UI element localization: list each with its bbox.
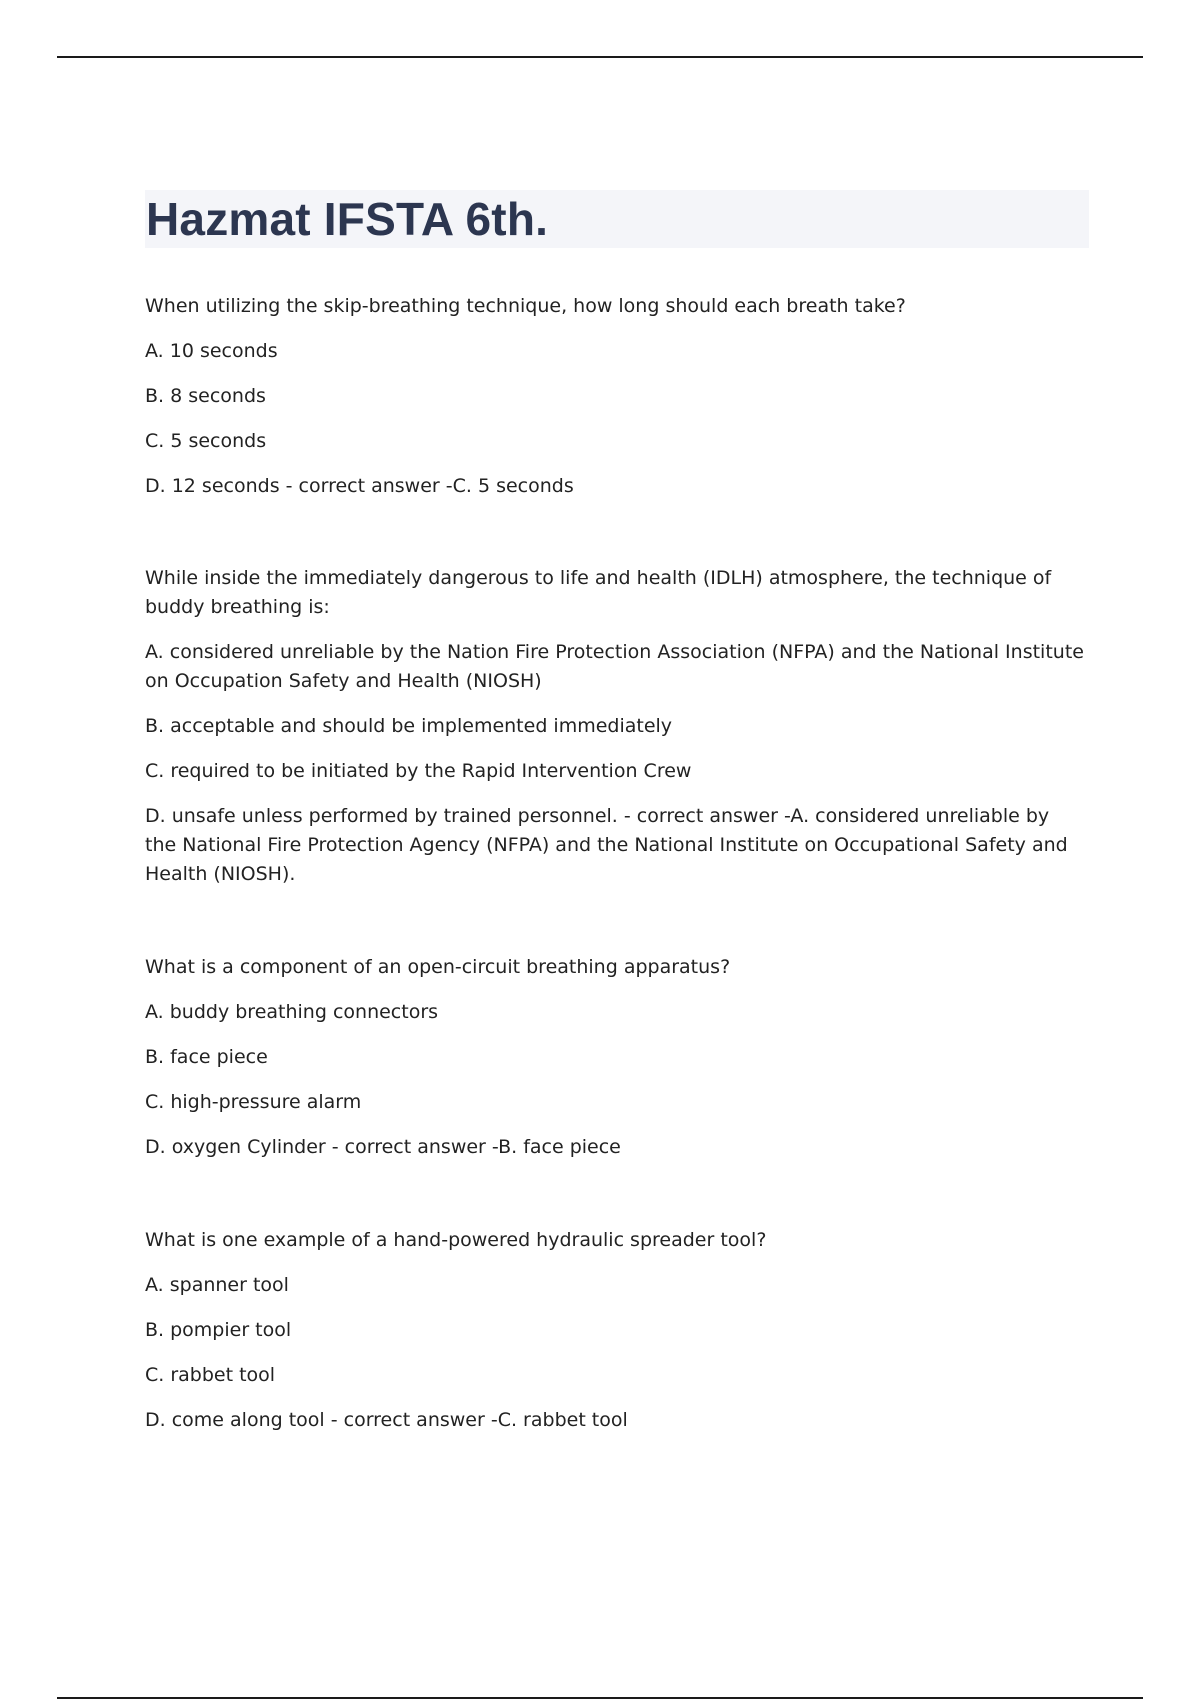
answer-option-d-with-correct-answer: D. oxygen Cylinder - correct answer -B. face piece [145,1136,621,1158]
answer-option-d-with-correct-answer: D. 12 seconds - correct answer -C. 5 seconds [145,475,574,497]
question-text: While inside the immediately dangerous to life and health (IDLH) atmosphere, the technique of buddy breathing is: [145,567,1052,618]
answer-option-c: C. rabbet tool [145,1364,276,1386]
question-block [145,1226,1085,1435]
question-block [145,953,1085,1162]
answer-option-d-with-correct-answer: D. unsafe unless performed by trained personnel. - correct answer -A. considered unreliable by the National Fire Protection Agency (NFPA) and the National Institute on Occupational Safety and Health (NIOSH). [145,805,1068,885]
question-text: When utilizing the skip-breathing technique, how long should each breath take? [145,295,906,317]
question-text: What is a component of an open-circuit breathing apparatus? [145,956,731,978]
answer-option-b: B. face piece [145,1046,268,1068]
answer-option-c: C. required to be initiated by the Rapid Intervention Crew [145,760,692,782]
question-block [145,292,1085,501]
bottom-divider [57,1697,1143,1699]
question-block [145,564,1085,889]
answer-option-b: B. pompier tool [145,1319,292,1341]
answer-option-c: C. 5 seconds [145,430,267,452]
question-text: What is one example of a hand-powered hydraulic spreader tool? [145,1229,767,1251]
answer-option-d-with-correct-answer: D. come along tool - correct answer -C. rabbet tool [145,1409,628,1431]
answer-option-c: C. high-pressure alarm [145,1091,362,1113]
answer-option-a: A. buddy breathing connectors [145,1001,439,1023]
document-title: Hazmat IFSTA 6th. [146,193,549,245]
answer-option-a: A. considered unreliable by the Nation Fire Protection Association (NFPA) and the National Institute on Occupation Safety and Health (NIOSH) [145,641,1084,692]
answer-option-b: B. 8 seconds [145,385,266,407]
answer-option-a: A. 10 seconds [145,340,278,362]
answer-option-b: B. acceptable and should be implemented immediately [145,715,673,737]
answer-option-a: A. spanner tool [145,1274,289,1296]
top-divider [57,56,1143,58]
